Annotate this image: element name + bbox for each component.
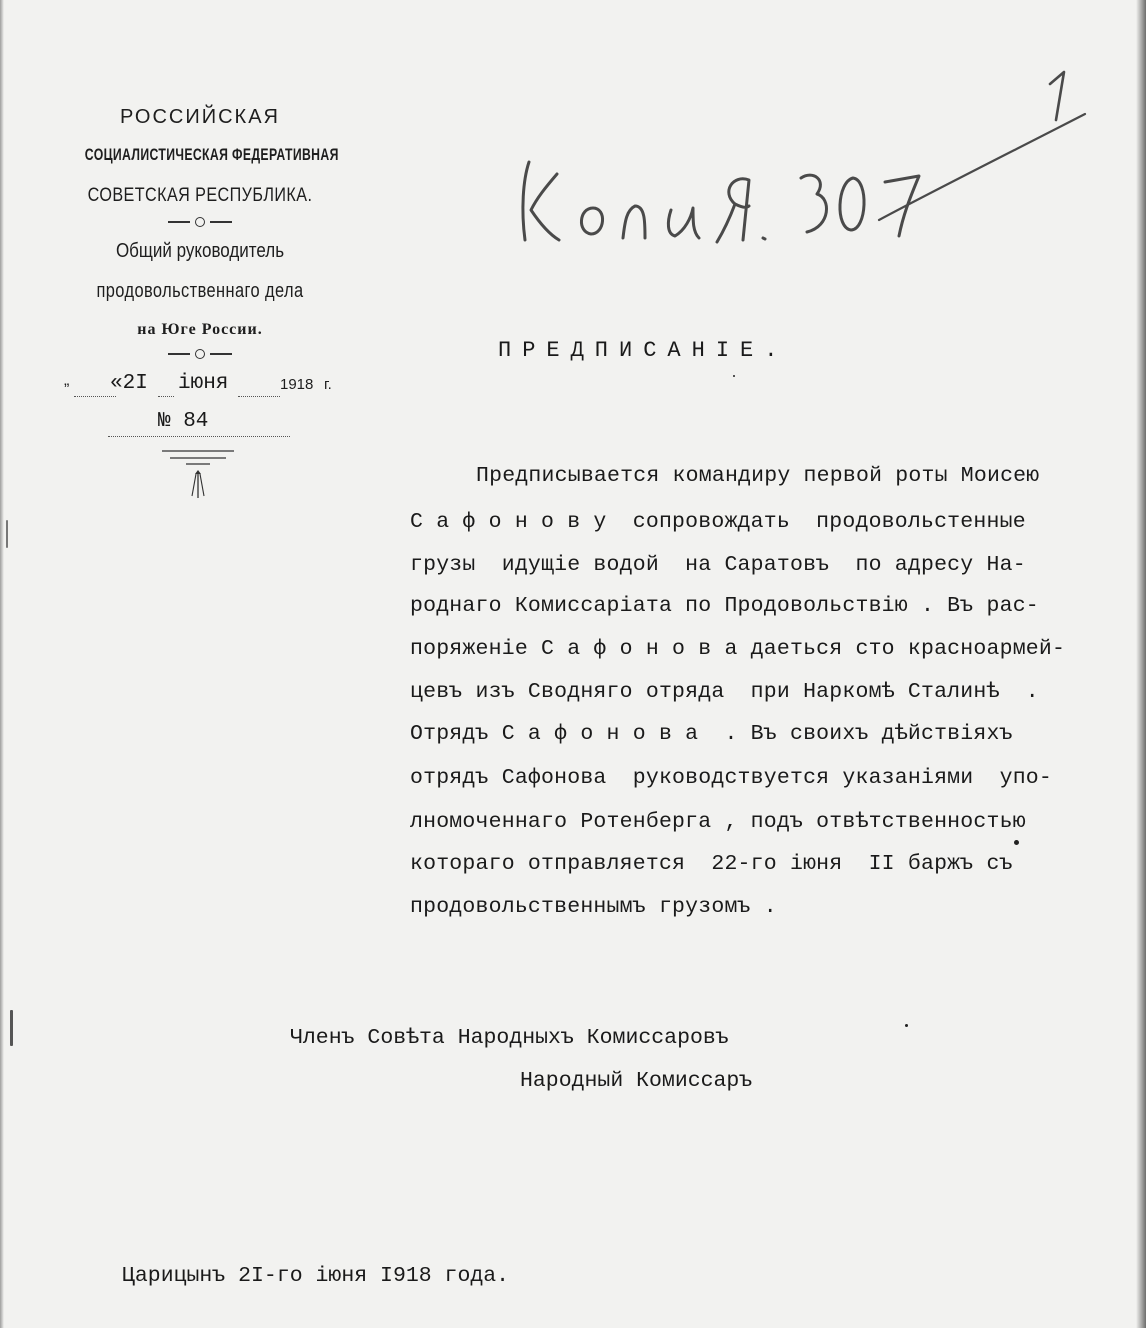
body-line: цевъ изъ Сводняго отряда при Наркомѣ Сталинѣ . <box>410 680 1039 704</box>
letterhead-office-line2: продовольственнаго дела <box>96 280 304 302</box>
letterhead-date <box>60 370 350 400</box>
body-line: поряженiе С а ф о н о в а даеться сто красноармей- <box>410 637 1066 661</box>
letterhead-separator <box>168 217 232 227</box>
date-month: iюня <box>178 372 229 395</box>
signature-title-line1: Членъ Совѣта Народныхъ Комиссаровъ <box>290 1026 729 1050</box>
body-line: Предписывается командиру первой роты Моисею <box>476 464 1040 488</box>
body-line: роднаго Комиссарiата по Продовольствiю . Въ рас- <box>410 594 1039 618</box>
body-line: С а ф о н о в у сопровождать продовольстенные <box>410 510 1026 534</box>
body-line: лномоченнаго Ротенберга , подъ отвѣтственностью <box>410 810 1026 834</box>
document-title: ПРЕДПИСАНIЕ. <box>498 338 789 363</box>
body-line: котораго отправляется 22-го iюня II баржъ съ <box>410 852 1013 876</box>
footer-place-date: Царицынъ 2I-го iюня I918 года. <box>122 1264 510 1288</box>
letterhead-office-line3: на Юге России. <box>137 321 263 338</box>
body-line: отрядъ Сафонова руководствуется указанiями упо- <box>410 766 1053 790</box>
date-year-suffix: г. <box>324 376 332 393</box>
document-number: № 84 <box>158 410 209 433</box>
date-year: 1918 <box>280 376 314 393</box>
scan-speck <box>905 1024 908 1027</box>
letterhead-republic-line2: СОЦИАЛИСТИЧЕСКАЯ ФЕДЕРАТИВНАЯ <box>84 145 339 164</box>
body-line: Отрядъ С а ф о н о в а . Въ своихъ дѣйствiяхъ <box>410 722 1013 746</box>
date-open-quote: „ <box>64 372 70 389</box>
letterhead-republic-line3: СОВЕТСКАЯ РЕСПУБЛИКА. <box>87 185 313 206</box>
letterhead-office-line1: Общий руководитель <box>115 240 285 262</box>
page-left-edge <box>0 0 4 1328</box>
scan-mark <box>10 1010 13 1046</box>
handwritten-copy-note <box>495 70 1095 270</box>
scan-speck <box>1014 840 1019 845</box>
letterhead-emblem-icon <box>160 448 236 508</box>
scan-speck <box>733 375 735 377</box>
signature-title-line2: Народный Комиссаръ <box>520 1069 753 1093</box>
letterhead-republic-line1: РОССИЙСКАЯ <box>120 106 280 128</box>
body-line: продовольственнымъ грузомъ . <box>410 895 777 919</box>
letterhead-separator <box>168 349 232 359</box>
body-line: грузы идущiе водой на Саратовъ по адресу На- <box>410 553 1026 577</box>
date-day: «2I <box>110 372 148 395</box>
scan-mark <box>6 520 8 548</box>
handwritten-page-mark <box>1040 66 1080 126</box>
page-right-edge <box>1136 0 1146 1328</box>
